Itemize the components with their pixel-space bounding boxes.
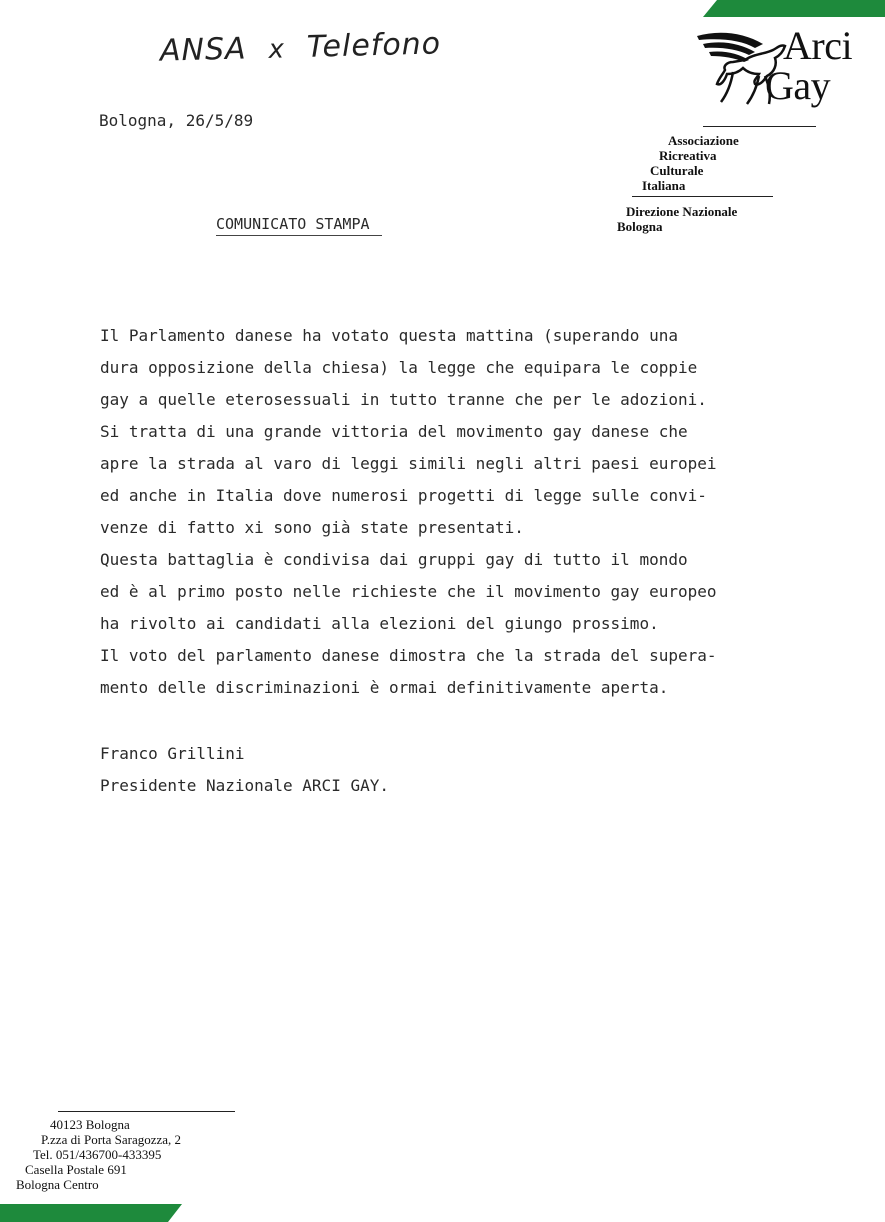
press-release-body	[100, 320, 820, 704]
body-line: gay a quelle eterosessuali in tutto tranne che per le adozioni.	[100, 390, 707, 409]
address-line-5: Bologna Centro	[16, 1177, 99, 1192]
body-line: ed anche in Italia dove numerosi progetti di legge sulle convi-	[100, 486, 707, 505]
body-line: venze di fatto xi sono già state presentati.	[100, 518, 524, 537]
assoc-line-4: Italiana	[642, 178, 686, 193]
green-accent-bar-top	[703, 0, 885, 17]
signatory-name: Franco Grillini	[100, 744, 245, 763]
signature-block	[100, 738, 389, 802]
green-accent-bar-bottom	[0, 1204, 182, 1222]
address-line-3: Tel. 051/436700-433395	[33, 1147, 162, 1162]
office-line-2: Bologna	[617, 219, 663, 234]
footer-rule	[58, 1111, 235, 1112]
body-line: dura opposizione della chiesa) la legge che equipara le coppie	[100, 358, 698, 377]
logo-wordmark	[765, 23, 853, 108]
body-line: Si tratta di una grande vittoria del movimento gay danese che	[100, 422, 688, 441]
body-line: Il voto del parlamento danese dimostra che la strada del supera-	[100, 646, 717, 665]
address-line-2: P.zza di Porta Saragozza, 2	[41, 1132, 182, 1147]
logo-word-arci: Arci	[783, 23, 853, 68]
body-line: Il Parlamento danese ha votato questa mattina (superando una	[100, 326, 678, 345]
logo-word-gay: Gay	[765, 63, 831, 108]
handwritten-note	[160, 26, 442, 68]
assoc-line-2: Ricreativa	[659, 148, 717, 163]
body-line: ha rivolto ai candidati alla elezioni del giungo prossimo.	[100, 614, 659, 633]
assoc-line-3: Culturale	[650, 163, 704, 178]
press-release-heading: COMUNICATO STAMPA	[216, 215, 382, 236]
footer-address	[16, 1117, 182, 1192]
date-line: Bologna, 26/5/89	[99, 111, 254, 130]
body-line: apre la strada al varo di leggi simili negli altri paesi europei	[100, 454, 717, 473]
assoc-line-1: Associazione	[668, 133, 739, 148]
address-line-1: 40123 Bologna	[50, 1117, 130, 1132]
body-line: Questa battaglia è condivisa dai gruppi gay di tutto il mondo	[100, 550, 688, 569]
letterhead-rule-1	[703, 126, 816, 127]
signatory-title: Presidente Nazionale ARCI GAY.	[100, 776, 389, 795]
letterhead-rule-2	[632, 196, 773, 197]
handwritten-note-telefono: Telefono	[306, 26, 442, 65]
office-line-1: Direzione Nazionale	[626, 204, 738, 219]
handwritten-note-ansa: ANSA	[159, 31, 248, 69]
address-line-4: Casella Postale 691	[25, 1162, 127, 1177]
arci-gay-logo	[693, 24, 868, 119]
body-line: ed è al primo posto nelle richieste che il movimento gay europeo	[100, 582, 717, 601]
handwritten-note-x: x	[268, 34, 286, 65]
body-line: mento delle discriminazioni è ormai definitivamente aperta.	[100, 678, 669, 697]
